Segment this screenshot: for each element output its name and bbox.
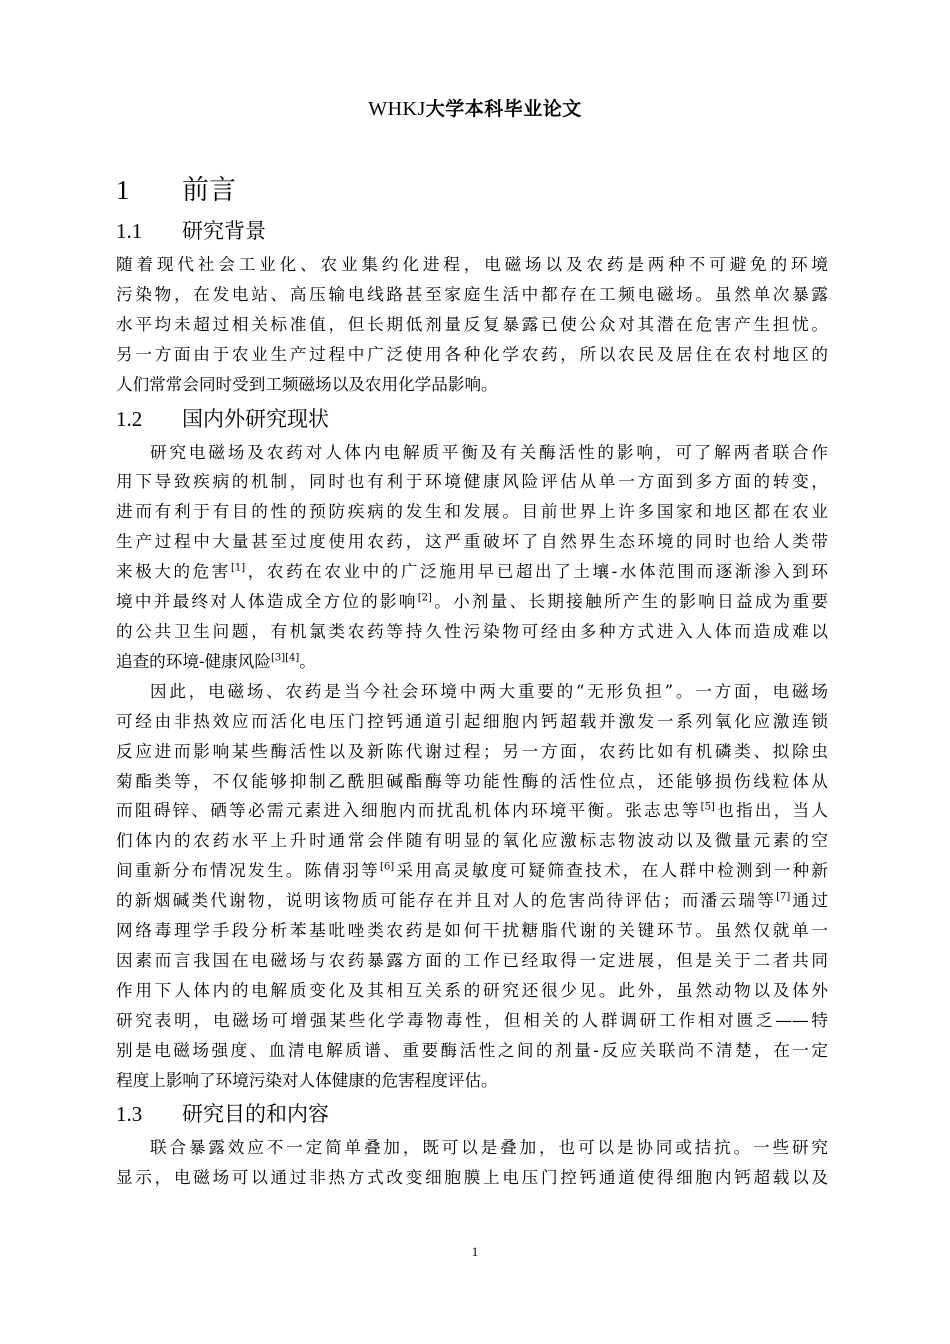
text-line — [116, 886, 828, 916]
text-line: 人们常常会同时受到工频磁场以及农用化学品影响。 — [116, 374, 498, 394]
text-line: 因素而言我国在电磁场与农药暴露方面的工作已经取得一定进展，但是关于二者共同 — [116, 950, 828, 970]
text-line: 研究表明，电磁场可增强某些化学毒物毒性，但相关的人群调研工作相对匮乏——特 — [116, 1010, 828, 1030]
text-line: 随着现代社会工业化、农业集约化进程，电磁场以及农药是两种不可避免的环境 — [116, 255, 828, 274]
chapter-number: 1 — [116, 175, 130, 205]
header-title: 大学本科毕业论文 — [425, 98, 582, 120]
text-line: 菊酯类等，不仅能够抑制乙酰胆碱酯酶等功能性酶的活性位点，还能够损伤线粒体从 — [116, 771, 828, 791]
text-line: 网络毒理学手段分析苯基吡唑类农药是如何干扰糖脂代谢的关键环节。虽然仅就单一 — [116, 921, 828, 941]
section-number: 1.1 — [116, 219, 143, 243]
text-run: 境中并最终对人体造成全方位的影响 — [116, 592, 418, 612]
text-line: 另一方面由于农业生产过程中广泛使用各种化学农药，所以农民及居住在农村地区的 — [116, 344, 828, 364]
section-heading-1-3 — [116, 1095, 828, 1133]
text-run: 的新烟碱类代谢物，说明该物质可能存在并且对人的危害尚待评估；而潘云瑞等 — [116, 891, 777, 911]
text-run: 而阻碍锌、硒等必需元素进入细胞内而扰乱机体内环境平衡。张志忠等 — [116, 801, 701, 821]
text-line: 水平均未超过相关标准值，但长期低剂量反复暴露已使公众对其潜在危害产生担忧。 — [116, 314, 828, 334]
text-line: 别是电磁场强度、血清电解质谱、重要酶活性之间的剂量-反应关联尚不清楚，在一定 — [116, 1040, 828, 1060]
text-run: 间重新分布情况发生。陈倩羽等 — [116, 861, 381, 881]
text-run: 采用高灵敏度可疑筛查技术，在人群中检测到一种新 — [394, 861, 829, 881]
text-line: 研究电磁场及农药对人体内电解质平衡及有关酶活性的影响，可了解两者联合作 — [150, 442, 828, 462]
text-line: 们体内的农药水平上升时通常会伴随有明显的氧化应激标志物波动以及微量元素的空 — [116, 831, 828, 851]
text-line: 显示，电磁场可以通过非热方式改变细胞膜上电压门控钙通道使得细胞内钙超载以及 — [116, 1168, 828, 1188]
citation: [1] — [230, 562, 246, 574]
chapter-heading — [116, 168, 828, 212]
section-heading-1-1 — [116, 212, 828, 250]
text-line: 的公共卫生问题，有机氯类农药等持久性污染物可经由多种方式进入人体而造成难以 — [116, 621, 828, 641]
section-title: 研究背景 — [182, 219, 266, 243]
citation: [2] — [417, 592, 432, 604]
text-run: 。 — [299, 651, 316, 671]
text-run: 。小剂量、长期接触所产生的影响日益成为重要 — [431, 592, 829, 612]
text-line: 作用下人体内的电解质变化及其相互关系的研究还很少见。此外，虽然动物以及体外 — [116, 980, 828, 1000]
paragraph-status-2 — [116, 677, 828, 1096]
header-latin: WHKJ — [368, 98, 426, 120]
text-run: 也指出，当人 — [714, 801, 829, 821]
text-line: 进而有利于有目的性的预防疾病的发生和发展。目前世界上许多国家和地区都在农业 — [116, 502, 828, 522]
text-line — [116, 796, 828, 826]
citation: [5] — [700, 801, 715, 813]
text-line: 可经由非热效应而活化电压门控钙通道引起细胞内钙超载并激发一系列氧化应激连锁 — [116, 711, 828, 731]
text-line: 因此，电磁场、农药是当今社会环境中两大重要的“无形负担”。一方面，电磁场 — [150, 681, 828, 701]
text-run: 追查的环境-健康风险 — [116, 651, 271, 671]
text-line: 反应进而影响某些酶活性以及新陈代谢过程；另一方面，农药比如有机磷类、拟除虫 — [116, 741, 828, 761]
text-line — [116, 557, 828, 587]
paragraph-background — [116, 250, 828, 400]
document-body — [116, 168, 828, 1193]
section-heading-1-2 — [116, 400, 828, 438]
text-run: ，农药在农业中的广泛施用早已超出了土壤-水体范围而逐渐渗入到环 — [245, 562, 829, 582]
text-line: 用下导致疾病的机制，同时也有利于环境健康风险评估从单一方面到多方面的转变， — [116, 472, 828, 492]
section-title: 国内外研究现状 — [182, 406, 329, 431]
section-title: 研究目的和内容 — [182, 1102, 329, 1127]
text-line: 污染物，在发电站、高压输电线路甚至家庭生活中都存在工频电磁场。虽然单次暴露 — [116, 284, 828, 304]
page-header — [0, 94, 950, 121]
text-line — [116, 647, 828, 677]
text-line — [116, 856, 828, 886]
text-line — [116, 587, 828, 617]
text-run: 来极大的危害 — [116, 562, 231, 582]
citation: [3][4] — [270, 652, 300, 664]
citation: [7] — [776, 891, 791, 903]
paragraph-status-1 — [116, 438, 828, 677]
citation: [6] — [380, 861, 395, 873]
text-run: 通过 — [790, 891, 829, 911]
paragraph-objectives — [116, 1133, 828, 1193]
text-line: 联合暴露效应不一定简单叠加，既可以是叠加，也可以是协同或拮抗。一些研究 — [150, 1138, 828, 1158]
text-line: 程度上影响了环境污染对人体健康的危害程度评估。 — [116, 1070, 498, 1090]
text-line: 生产过程中大量甚至过度使用农药，这严重破坏了自然界生态环境的同时也给人类带 — [116, 532, 828, 552]
chapter-title: 前言 — [182, 175, 236, 206]
page-number: 1 — [471, 1244, 479, 1259]
section-number: 1.3 — [116, 1102, 143, 1127]
section-number: 1.2 — [116, 406, 143, 431]
